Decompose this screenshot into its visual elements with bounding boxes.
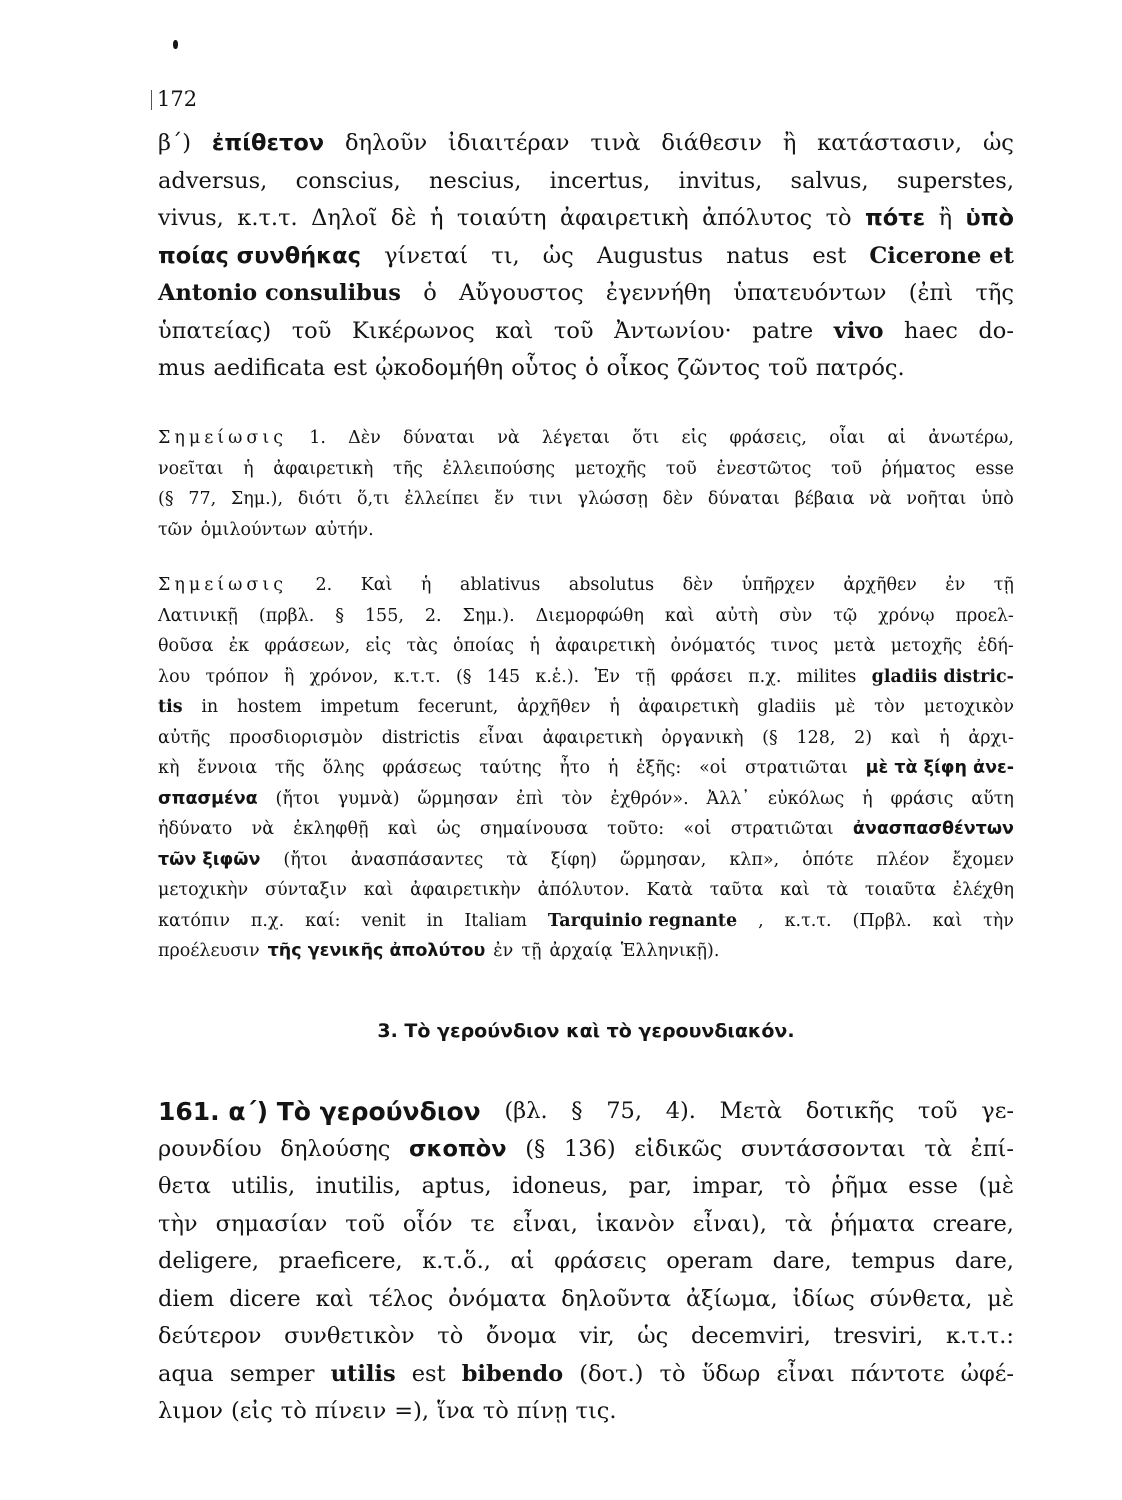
text-line: μετοχικὴν σύνταξιν καὶ ἀφαιρετικὴν ἀπόλυτον. Κατὰ ταῦτα καὶ τὰ τοιαῦτα ἐλέχθη [158,880,1014,900]
text-line: δεύτερον συνθετικὸν τὸ ὄνομα vir, ὡς decemviri, tresviri, κ.τ.τ.: [158,1323,1014,1349]
text-line: β΄) ἐπίθετον δηλοῦν ἰδιαιτέραν τινὰ διάθεσιν ἢ κατάστασιν, ὡς [158,130,1014,156]
ink-dot [173,40,178,49]
text-line: ὑπατείας) τοῦ Κικέρωνος καὶ τοῦ Ἀντωνίου· patre vivo haec do- [158,317,1014,344]
text-line: Antonio consulibus ὁ Αὔγουστος ἐγεννήθη ὑπατευόντων (ἐπὶ τῆς [158,280,1014,306]
text-line: mus aedificata est ᾠκοδομήθη οὗτος ὁ οἶκος ζῶντος τοῦ πατρός. [158,355,905,381]
text-line: αὐτῆς προσδιορισμὸν districtis εἶναι ἀφαιρετικὴ ὀργανικὴ (§ 128, 2) καὶ ἡ ἀρχι- [158,727,1014,748]
text-line: Σημείωσις 1. Δὲν δύναται νὰ λέγεται ὅτι εἰς φράσεις, οἷαι αἱ ἀνωτέρω, [158,428,1014,448]
text-line: σπασμένα (ἤτοι γυμνὰ) ὥρμησαν ἐπὶ τὸν ἐχθρόν». Ἀλλ᾿ εὐκόλως ἡ φράσις αὕτη [158,788,1014,809]
text-line: ἠδύνατο νὰ ἐκληφθῇ καὶ ὡς σημαίνουσα τοῦτο: «οἱ στρατιῶται ἀνασπασθέντων [158,819,1014,839]
text-line: ποίας συνθήκας γίνεταί τι, ὡς Augustus natus est Cicerone et [158,242,1014,269]
text-line: θοῦσα ἐκ φράσεων, εἰς τὰς ὁποίας ἡ ἀφαιρετικὴ ὀνόματός τινος μετὰ μετοχῆς ἐδή- [158,636,1014,656]
section-heading: 3. Τὸ γερούνδιον καὶ τὸ γερουνδιακόν. [377,1020,795,1042]
text-line: λιμον (εἰς τὸ πίνειν =), ἵνα τὸ πίνῃ τις. [158,1398,617,1424]
text-line: ρουνδίου δηλούσης σκοπὸν (§ 136) εἰδικῶς συντάσσονται τὰ ἐπί- [158,1135,1014,1162]
text-line: diem dicere καὶ τέλος ὀνόματα δηλοῦντα ἀξίωμα, ἰδίως σύνθετα, μὲ [158,1285,1014,1312]
text-line: Σημείωσις 2. Καὶ ἡ ablativus absolutus δὲν ὑπῆρχεν ἀρχῆθεν ἐν τῇ [158,575,1014,595]
text-line: κὴ ἔννοια τῆς ὅλης φράσεως ταύτης ἦτο ἡ ἑξῆς: «οἱ στρατιῶται μὲ τὰ ξίφη ἀνε- [158,758,1014,778]
note-1 [158,423,1014,545]
text-line: vivus, κ.τ.τ. Δηλοῖ δὲ ἡ τοιαύτη ἀφαιρετικὴ ἀπόλυτος τὸ πότε ἢ ὑπὸ [158,205,1014,231]
text-line: 161. α΄) Τὸ γερούνδιον (βλ. § 75, 4). Μετὰ δοτικῆς τοῦ γε- [158,1097,1014,1126]
note-2 [158,570,1014,967]
text-line: τῶν ὁμιλούντων αὐτήν. [158,519,374,540]
text-line: κατόπιν π.χ. καί: venit in Italiam Tarquinio regnante , κ.τ.τ. (Πρβλ. καὶ τὴν [158,910,1014,931]
text-line: θετα utilis, inutilis, aptus, idoneus, par, impar, τὸ ῥῆμα esse (μὲ [158,1173,1014,1199]
paragraph-161 [158,1093,1014,1431]
text-line: προέλευσιν τῆς γενικῆς ἀπολύτου ἐν τῇ ἀρχαίᾳ Ἑλληνικῇ). [158,941,720,961]
text-line: Λατινικῇ (πρβλ. § 155, 2. Σημ.). Διεμορφώθη καὶ αὐτὴ σὺν τῷ χρόνῳ προελ- [158,605,1014,626]
text-line: τῶν ξιφῶν (ἤτοι ἀνασπάσαντες τὰ ξίφη) ὥρμησαν, κλπ», ὁπότε πλέον ἔχομεν [158,849,1014,870]
text-line: τὴν σημασίαν τοῦ οἷόν τε εἶναι, ἱκανὸν εἶναι), τὰ ῥήματα creare, [158,1210,1014,1237]
text-line: (§ 77, Σημ.), διότι ὅ,τι ἐλλείπει ἔν τινι γλώσσῃ δὲν δύναται βέβαια νὰ νοῆται ὑπὸ [158,489,1014,509]
text-line: λου τρόπον ἢ χρόνον, κ.τ.τ. (§ 145 κ.ἑ.). Ἐν τῇ φράσει π.χ. milites gladiis distric- [158,666,1014,687]
text-line: aqua semper utilis est bibendo (δοτ.) τὸ ὕδωρ εἶναι πάντοτε ὠφέ- [158,1360,1014,1387]
text-line: νοεῖται ἡ ἀφαιρετικὴ τῆς ἐλλειπούσης μετοχῆς τοῦ ἐνεστῶτος τοῦ ῥήματος esse [158,458,1014,479]
text-line: tis in hostem impetum fecerunt, ἀρχῆθεν ἡ ἀφαιρετικὴ gladiis μὲ τὸν μετοχικὸν [158,697,1014,717]
text-line: deligere, praeficere, κ.τ.ὅ., αἱ φράσεις operam dare, tempus dare, [158,1248,1014,1274]
paragraph-b [158,125,1014,388]
page-number: 172 [157,87,198,111]
text-line: adversus, conscius, nescius, incertus, invitus, salvus, superstes, [158,167,1014,194]
